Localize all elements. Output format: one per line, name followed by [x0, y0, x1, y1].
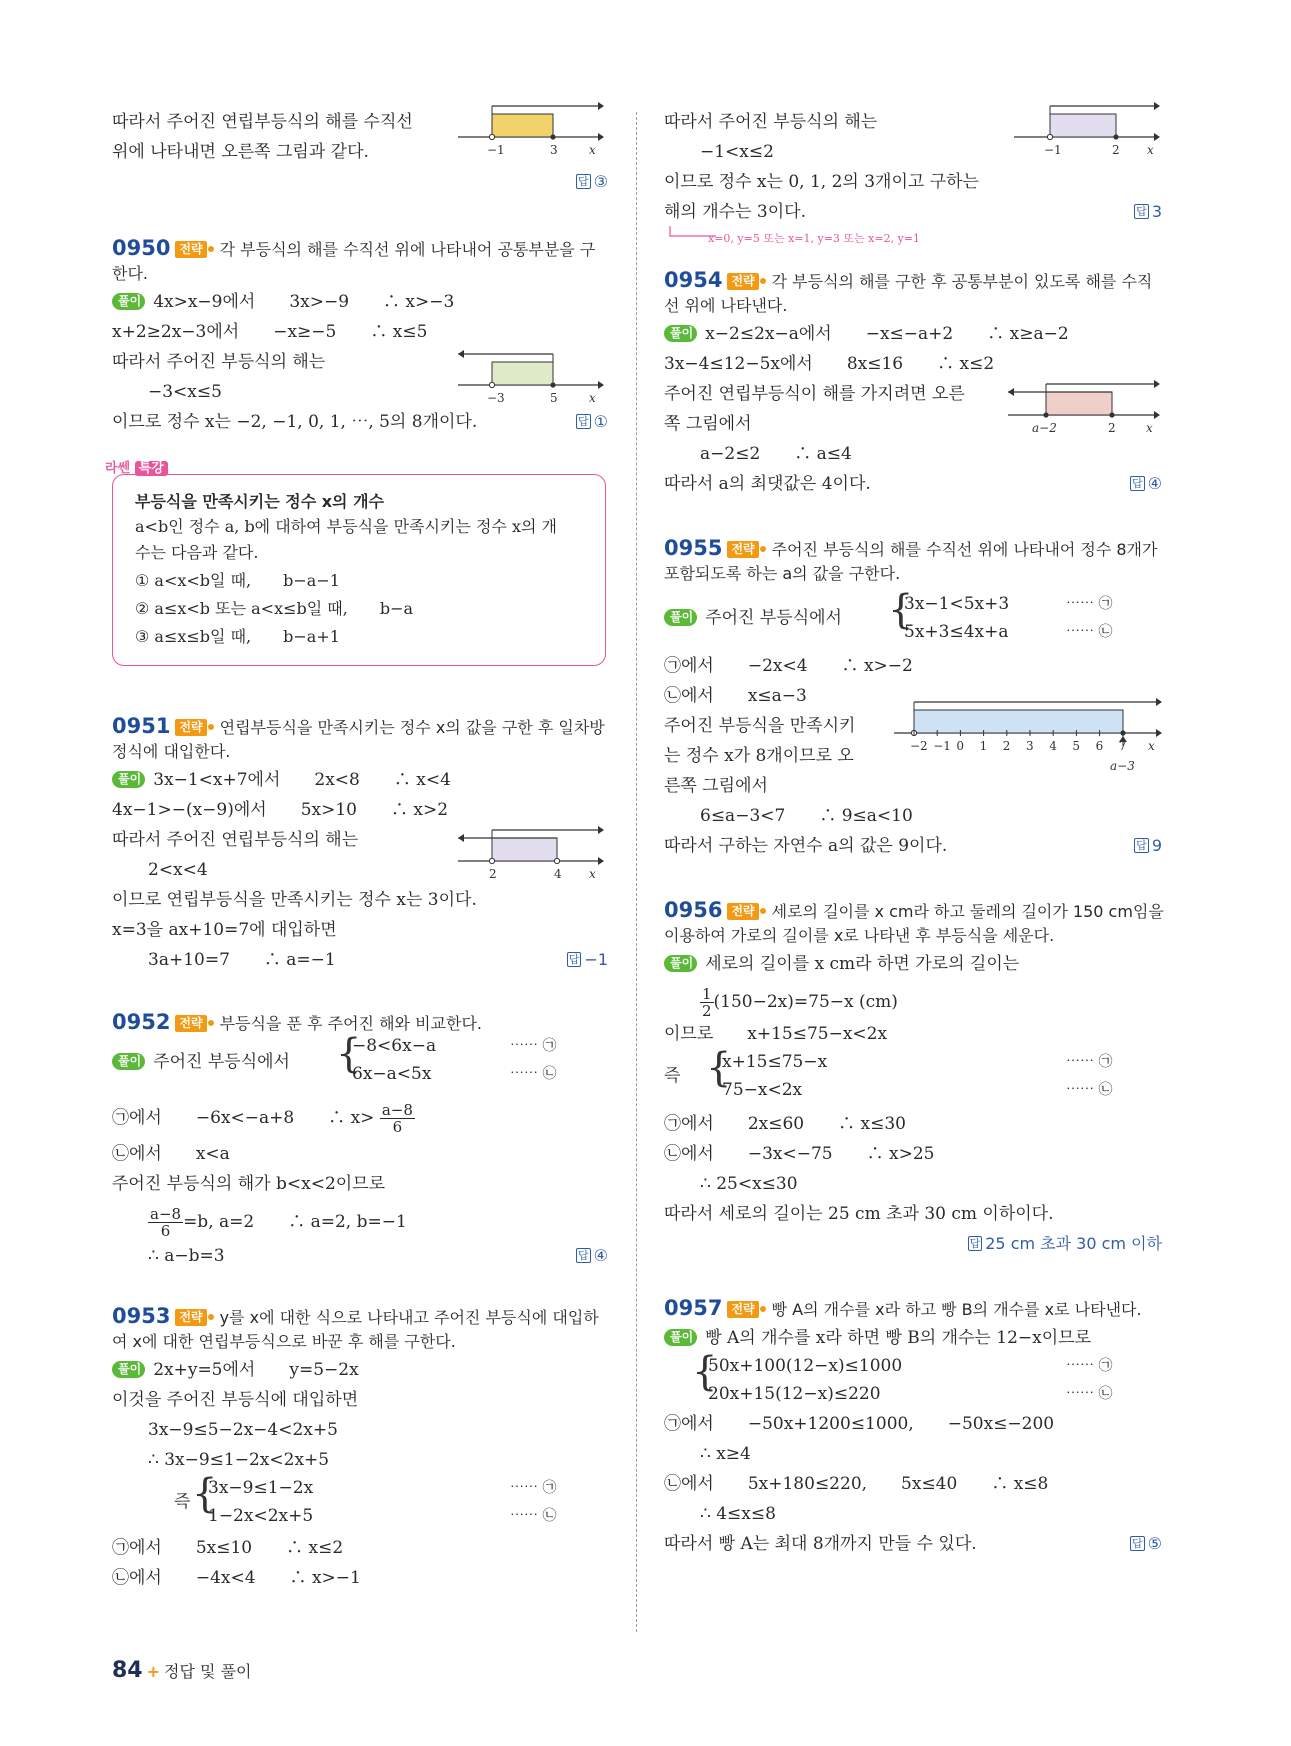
solution-line: ∴ 4≤x≤8: [700, 1504, 776, 1524]
solution-line: 따라서 주어진 연립부등식의 해는: [112, 830, 359, 850]
tick-label: 1: [979, 739, 988, 753]
solution-tag: 풀이: [112, 771, 145, 788]
eq-mark: ⋯⋯ ㉠: [1066, 1358, 1113, 1374]
system-brace: {: [336, 1031, 362, 1077]
problem-number: 0951: [112, 714, 171, 738]
special-line: ③ a≤x≤b일 때, b−a+1: [135, 627, 340, 646]
strategy-tag: 전략: [727, 273, 758, 290]
problem-0956-strategy: 0956 전략 세로의 길이를 x cm라 하고 둘레의 길이가 150 cm임을: [664, 898, 1164, 922]
system-brace: {: [706, 1045, 732, 1091]
solution-line: 른쪽 그림에서: [664, 776, 768, 796]
solution-line: 따라서 a의 최댓값은 4이다.: [664, 474, 871, 494]
page-number: 84: [112, 1658, 143, 1683]
solution-line: ∴ 25<x≤30: [700, 1174, 798, 1194]
special-tab: 라쎈 특강: [105, 457, 168, 476]
eq-mark: ⋯⋯ ㉡: [1066, 624, 1113, 640]
strategy-text: 포함되도록 하는 a의 값을 구한다.: [664, 564, 901, 583]
solution-line: ㉡에서 −4x<4 ∴ x>−1: [112, 1568, 361, 1588]
tick-label: −1: [487, 143, 505, 157]
solution-line: 4x−1>−(x−9)에서 5x>10 ∴ x>2: [112, 800, 449, 820]
problem-number: 0954: [664, 268, 723, 292]
solution-line: 이것을 주어진 부등식에 대입하면: [112, 1390, 359, 1410]
answer: 답 ①: [578, 412, 608, 431]
problem-0957-strategy: 0957 전략 빵 A의 개수를 x라 하고 빵 B의 개수를 x로 나타낸다.: [664, 1296, 1142, 1320]
text-line: 위에 나타내면 오른쪽 그림과 같다.: [112, 142, 369, 162]
eq-mark: ⋯⋯ ㉡: [510, 1066, 557, 1082]
solution-line: ㉠에서 −50x+1200≤1000, −50x≤−200: [664, 1414, 1055, 1434]
special-line: ① a<x<b일 때, b−a−1: [135, 571, 340, 590]
system-brace: {: [888, 587, 914, 633]
solution-tag: 풀이: [112, 293, 145, 310]
number-line: [454, 824, 604, 884]
axis-var: x: [589, 391, 596, 405]
special-title: 부등식을 만족시키는 정수 x의 개수: [135, 492, 384, 511]
number-line: [1010, 100, 1160, 160]
solution-line: 주어진 연립부등식이 해를 가지려면 오른: [664, 384, 965, 404]
system-eq: 75−x<2x: [722, 1080, 803, 1100]
strategy-tag: 전략: [175, 1309, 206, 1326]
tick-label: 4: [1049, 739, 1057, 753]
solution-tag: 풀이: [112, 1361, 145, 1378]
eq-mark: ⋯⋯ ㉠: [510, 1480, 557, 1496]
solution-line: 이므로 정수 x는 −2, −1, 0, 1, ⋯, 5의 8개이다.: [112, 412, 478, 432]
solution-tag: 풀이: [664, 955, 697, 972]
tick-label: 3: [550, 143, 558, 157]
axis-var: x: [1148, 739, 1155, 753]
strategy-text: 한다.: [112, 264, 148, 283]
solution-tag: 풀이: [112, 1053, 145, 1070]
jeuk-label: 즉: [174, 1492, 191, 1512]
strategy-tag: 전략: [727, 903, 758, 920]
page-footer: [112, 1658, 251, 1683]
answer: 답 25 cm 초과 30 cm 이하: [969, 1234, 1162, 1253]
solution-line: 풀이 4x>x−9에서 3x>−9 ∴ x>−3: [112, 292, 454, 312]
system-eq: 5x+3≤4x+a: [904, 622, 1009, 642]
system-eq: 1−2x<2x+5: [208, 1506, 314, 1526]
solution-line: ㉡에서 x<a: [112, 1144, 230, 1164]
eq-mark: ⋯⋯ ㉡: [1066, 1082, 1113, 1098]
system-eq: 3x−9≤1−2x: [208, 1478, 314, 1498]
solution-line: x=3을 ax+10=7에 대입하면: [112, 920, 337, 940]
problem-number: 0950: [112, 236, 171, 260]
solution-line: 따라서 세로의 길이는 25 cm 초과 30 cm 이하이다.: [664, 1204, 1054, 1224]
solution-line: ㉠에서 −6x<−a+8 ∴ x> $\frac{a-8}{6}$: [112, 1101, 413, 1136]
text-line: 해의 개수는 3이다.: [664, 202, 806, 222]
solution-line: 따라서 구하는 자연수 a의 값은 9이다.: [664, 836, 948, 856]
answer: 답 ③: [578, 172, 608, 191]
tick-label: 5: [1072, 739, 1081, 753]
axis-var: x: [589, 143, 596, 157]
solution-line: −3<x≤5: [148, 382, 222, 402]
number-line: [1004, 378, 1160, 438]
pink-note: x=0, y=5 또는 x=1, y=3 또는 x=2, y=1: [708, 232, 921, 245]
solution-line: ㉡에서 x≤a−3: [664, 686, 807, 706]
system-eq: 6x−a<5x: [352, 1064, 432, 1084]
solution-line: 3x−9≤5−2x−4<2x+5: [148, 1420, 338, 1440]
tick-label: 2: [489, 867, 497, 881]
problem-0951-strategy: 0951 전략 연립부등식을 만족시키는 정수 x의 값을 구한 후 일차방: [112, 714, 605, 738]
strategy-tag: 전략: [727, 1301, 758, 1318]
answer: 답 ④: [1132, 474, 1162, 493]
solution-line: ㉠에서 −2x<4 ∴ x>−2: [664, 656, 913, 676]
eq-mark: ⋯⋯ ㉠: [510, 1038, 557, 1054]
tick-label: 2: [1002, 739, 1011, 753]
solution-line: ㉡에서 5x+180≤220, 5x≤40 ∴ x≤8: [664, 1474, 1049, 1494]
tick-label: 0: [956, 739, 965, 753]
solution-line: a−2≤2 ∴ a≤4: [700, 444, 852, 464]
solution-line: 풀이 세로의 길이를 x cm라 하면 가로의 길이는: [664, 954, 1019, 974]
solution-line: 3x−4≤12−5x에서 8x≤16 ∴ x≤2: [664, 354, 995, 374]
answer: 답 3: [1136, 202, 1162, 221]
system-eq: x+15≤75−x: [722, 1052, 828, 1072]
strategy-text: 여 x에 대한 연립부등식으로 바꾼 후 해를 구한다.: [112, 1332, 456, 1351]
number-line: [454, 348, 604, 408]
tick-label: −2: [910, 739, 928, 753]
tick-label: 5: [550, 391, 558, 405]
tick-label: 3: [1026, 739, 1034, 753]
tick-label: 2: [1112, 143, 1120, 157]
column-divider: [636, 112, 637, 1632]
eq-mark: ⋯⋯ ㉠: [1066, 596, 1113, 612]
problem-number: 0952: [112, 1010, 171, 1034]
tick-label: 6: [1095, 739, 1104, 753]
solution-line: 풀이 x−2≤2x−a에서 −x≤−a+2 ∴ x≥a−2: [664, 324, 1069, 344]
strategy-tag: 전략: [175, 1015, 206, 1032]
strategy-text: 선 위에 나타낸다.: [664, 296, 788, 315]
jeuk-label: 즉: [664, 1066, 681, 1086]
solution-line: 풀이 3x−1<x+7에서 2x<8 ∴ x<4: [112, 770, 451, 790]
tick-label: a−2: [1032, 421, 1057, 435]
answer: 답 ⑤: [1132, 1534, 1162, 1553]
solution-line: 주어진 부등식의 해가 b<x<2이므로: [112, 1174, 386, 1194]
solution-line: 2<x<4: [148, 860, 208, 880]
special-line: a<b인 정수 a, b에 대하여 부등식을 만족시키는 정수 x의 개: [135, 517, 557, 536]
axis-var: x: [589, 867, 596, 881]
system-eq: −8<6x−a: [352, 1036, 437, 1056]
special-lecture-box: [105, 461, 606, 666]
solution-line: 풀이 주어진 부등식에서: [664, 608, 842, 628]
tick-label: 2: [1108, 421, 1116, 435]
strategy-text: 정식에 대입한다.: [112, 742, 231, 761]
answer: 답 ④: [578, 1246, 608, 1265]
strategy-text: 이용하여 가로의 길이를 x로 나타낸 후 부등식을 세운다.: [664, 926, 1055, 945]
system-brace: {: [692, 1349, 718, 1395]
solution-line: 따라서 주어진 부등식의 해는: [112, 352, 326, 372]
text-line: −1<x≤2: [700, 142, 774, 162]
solution-line: $\frac{1}{2}$ (150−2x)=75−x (cm): [702, 985, 898, 1020]
solution-line: 6≤a−3<7 ∴ 9≤a<10: [700, 806, 913, 826]
strategy-tag: 전략: [175, 719, 206, 736]
problem-0955-strategy: 0955 전략 주어진 부등식의 해를 수직선 위에 나타내어 정수 8개가: [664, 536, 1158, 560]
solution-tag: 풀이: [664, 609, 697, 626]
problem-number: 0956: [664, 898, 723, 922]
eq-mark: ⋯⋯ ㉡: [1066, 1386, 1113, 1402]
problem-0950-strategy: 0950 전략 각 부등식의 해를 수직선 위에 나타내어 공통부분을 구: [112, 236, 596, 260]
solution-line: ㉠에서 5x≤10 ∴ x≤2: [112, 1538, 344, 1558]
solution-line: 이므로 연립부등식을 만족시키는 정수 x는 3이다.: [112, 890, 477, 910]
special-line: ② a≤x<b 또는 a<x≤b일 때, b−a: [135, 599, 414, 618]
solution-line: ∴ x≥4: [700, 1444, 751, 1464]
system-eq: 50x+100(12−x)≤1000: [708, 1356, 903, 1376]
text-line: 이므로 정수 x는 0, 1, 2의 3개이고 구하는: [664, 172, 979, 192]
system-eq: 20x+15(12−x)≤220: [708, 1384, 881, 1404]
solution-line: 풀이 주어진 부등식에서: [112, 1052, 290, 1072]
solution-line: ㉡에서 −3x<−75 ∴ x>25: [664, 1144, 935, 1164]
text-line: 따라서 주어진 연립부등식의 해를 수직선: [112, 112, 413, 132]
problem-number: 0957: [664, 1296, 723, 1320]
solution-tag: 풀이: [664, 325, 697, 342]
tick-label: −1: [933, 739, 951, 753]
solution-line: 쪽 그림에서: [664, 414, 752, 434]
solution-line: $\frac{a-8}{6}$ =b, a=2 ∴ a=2, b=−1: [150, 1205, 407, 1240]
solution-line: ∴ a−b=3: [148, 1246, 225, 1266]
axis-var: x: [1147, 143, 1154, 157]
problem-0954-strategy: 0954 전략 각 부등식의 해를 구한 후 공통부분이 있도록 해를 수직: [664, 268, 1153, 292]
answer: 답 −1: [568, 950, 608, 969]
solution-line: 는 정수 x가 8개이므로 오: [664, 746, 854, 766]
problem-0952-strategy: 0952 전략 부등식을 푼 후 주어진 해와 비교한다.: [112, 1010, 482, 1034]
solution-line: 3a+10=7 ∴ a=−1: [148, 950, 336, 970]
problem-number: 0953: [112, 1304, 171, 1328]
solution-line: 풀이 2x+y=5에서 y=5−2x: [112, 1360, 359, 1380]
eq-mark: ⋯⋯ ㉠: [1066, 1054, 1113, 1070]
answer: 답 9: [1136, 836, 1162, 855]
number-line: [454, 100, 604, 160]
axis-var: x: [1146, 421, 1153, 435]
tick-label: 4: [554, 867, 562, 881]
problem-0953-strategy: 0953 전략 y를 x에 대한 식으로 나타내고 주어진 부등식에 대입하: [112, 1304, 599, 1328]
end-label: a−3: [1110, 759, 1135, 773]
plus-icon: +: [146, 1662, 161, 1681]
special-line: 수는 다음과 같다.: [135, 543, 259, 562]
tick-label: −3: [487, 391, 505, 405]
problem-number: 0955: [664, 536, 723, 560]
section-title: 정답 및 풀이: [164, 1662, 252, 1681]
system-eq: 3x−1<5x+3: [904, 594, 1010, 614]
strategy-tag: 전략: [727, 541, 758, 558]
solution-line: 풀이 빵 A의 개수를 x라 하면 빵 B의 개수는 12−x이므로: [664, 1328, 1091, 1348]
tick-label: 7: [1118, 739, 1127, 753]
solution-line: x+2≥2x−3에서 −x≥−5 ∴ x≤5: [112, 322, 428, 342]
eq-mark: ⋯⋯ ㉡: [510, 1508, 557, 1524]
text-line: 따라서 주어진 부등식의 해는: [664, 112, 878, 132]
solution-tag: 풀이: [664, 1329, 697, 1346]
solution-line: ∴ 3x−9≤1−2x<2x+5: [148, 1450, 330, 1470]
number-line: [890, 696, 1162, 776]
strategy-tag: 전략: [175, 241, 206, 258]
solution-line: 주어진 부등식을 만족시키: [664, 716, 856, 736]
system-brace: {: [192, 1471, 218, 1517]
solution-line: ㉠에서 2x≤60 ∴ x≤30: [664, 1114, 906, 1134]
solution-line: 이므로 x+15≤75−x<2x: [664, 1024, 888, 1044]
tick-label: −1: [1044, 143, 1062, 157]
solution-line: 따라서 빵 A는 최대 8개까지 만들 수 있다.: [664, 1534, 977, 1554]
